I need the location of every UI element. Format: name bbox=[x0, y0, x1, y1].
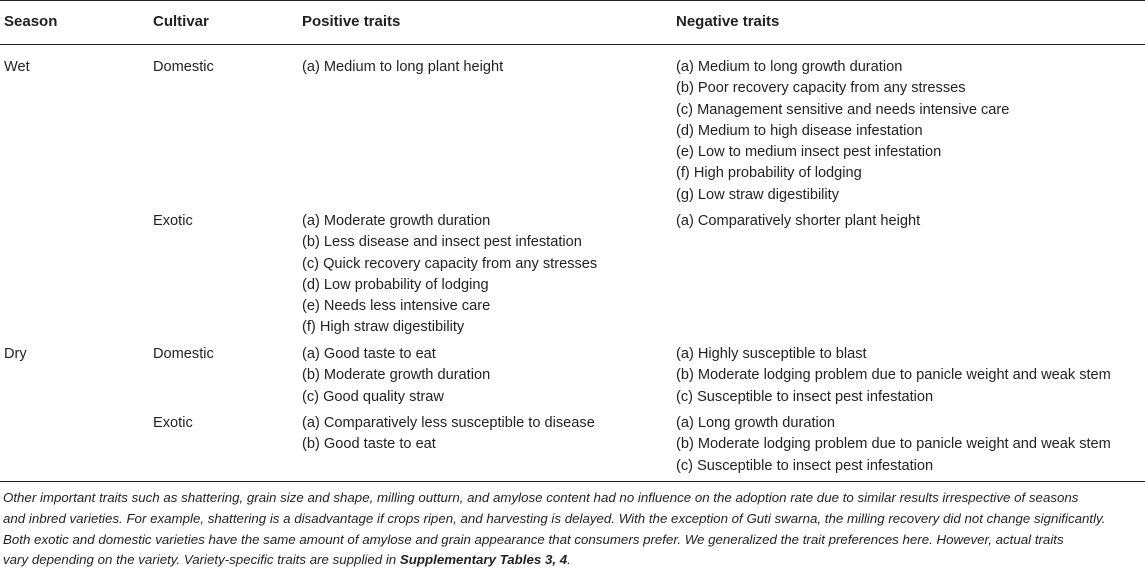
row-wet-exotic-positive bbox=[302, 211, 597, 339]
header-rule bbox=[0, 44, 1145, 45]
trait-line: (b) Poor recovery capacity from any stresses bbox=[676, 80, 966, 97]
row-dry-domestic-cultivar: Domestic bbox=[153, 346, 214, 362]
footnote-line: and inbred varieties. For example, shattering is a disadvantage if crops ripen, and harvesting is delayed. With the exception of Guti swarna, the milling recovery did not change significantly. bbox=[3, 510, 1106, 526]
trait-line: (c) Good quality straw bbox=[302, 388, 444, 405]
row-dry-exotic-positive bbox=[302, 413, 595, 456]
header-positive-traits: Positive traits bbox=[302, 13, 401, 30]
trait-line: (c) Quick recovery capacity from any stresses bbox=[302, 255, 598, 272]
footnote-line: Both exotic and domestic varieties have the same amount of amylose and grain appearance that consumers prefer. We generalized the trait preferences here. However, actual traits bbox=[3, 531, 1064, 547]
row-wet-domestic-negative bbox=[676, 57, 1009, 206]
trait-line: (a) Highly susceptible to blast bbox=[676, 346, 867, 362]
trait-line: (b) Moderate lodging problem due to panicle weight and weak stem bbox=[676, 367, 1111, 384]
row-wet-exotic-cultivar: Exotic bbox=[153, 213, 193, 229]
trait-line: (b) Good taste to eat bbox=[302, 436, 436, 453]
trait-line: (f) High straw digestibility bbox=[302, 319, 465, 336]
header-season: Season bbox=[4, 13, 58, 30]
row-dry-domestic-positive bbox=[302, 344, 490, 408]
supplementary-tables-link[interactable]: Supplementary Tables 3, 4 bbox=[399, 552, 568, 568]
trait-line: (e) Needs less intensive care bbox=[302, 298, 491, 315]
trait-line: (b) Moderate growth duration bbox=[302, 367, 491, 384]
trait-line: (b) Moderate lodging problem due to panicle weight and weak stem bbox=[676, 436, 1111, 453]
trait-line: (a) Medium to long plant height bbox=[302, 59, 504, 75]
trait-line: (f) High probability of lodging bbox=[676, 165, 862, 182]
trait-line: (a) Moderate growth duration bbox=[302, 213, 491, 229]
row-wet-exotic-negative bbox=[676, 211, 920, 232]
row-dry-exotic-cultivar: Exotic bbox=[153, 415, 193, 431]
header-cultivar: Cultivar bbox=[153, 13, 209, 30]
trait-line: (a) Long growth duration bbox=[676, 415, 836, 431]
footnote-last-suffix: . bbox=[567, 552, 571, 568]
table-footnote bbox=[3, 488, 1143, 571]
row-wet-domestic-cultivar: Domestic bbox=[153, 59, 214, 75]
trait-line: (a) Medium to long growth duration bbox=[676, 59, 903, 75]
trait-line: (a) Comparatively shorter plant height bbox=[676, 213, 921, 229]
trait-line: (b) Less disease and insect pest infestation bbox=[302, 234, 582, 251]
trait-line: (c) Management sensitive and needs intensive care bbox=[676, 101, 1010, 118]
trait-line: (d) Medium to high disease infestation bbox=[676, 122, 923, 139]
trait-line: (c) Susceptible to insect pest infestation bbox=[676, 388, 934, 405]
row-wet-season: Wet bbox=[4, 59, 30, 75]
row-wet-domestic-positive bbox=[302, 57, 503, 78]
header-negative-traits: Negative traits bbox=[676, 13, 780, 30]
trait-line: (e) Low to medium insect pest infestation bbox=[676, 144, 942, 161]
trait-line: (a) Good taste to eat bbox=[302, 346, 436, 362]
footnote-line: Other important traits such as shattering, grain size and shape, milling outturn, and amylose content had no influence on the adoption rate due to similar results irrespective of seasons bbox=[3, 490, 1079, 505]
trait-line: (a) Comparatively less susceptible to disease bbox=[302, 415, 595, 431]
trait-line: (g) Low straw digestibility bbox=[676, 186, 840, 203]
trait-line: (c) Susceptible to insect pest infestation bbox=[676, 457, 934, 474]
row-dry-exotic-negative bbox=[676, 413, 1111, 477]
footnote-last-line bbox=[3, 550, 1143, 571]
table-top-rule bbox=[0, 0, 1145, 1]
footnote-last-prefix: vary depending on the variety. Variety-specific traits are supplied in bbox=[3, 552, 400, 568]
row-dry-domestic-negative bbox=[676, 344, 1111, 408]
row-dry-season: Dry bbox=[4, 346, 27, 362]
trait-line: (d) Low probability of lodging bbox=[302, 276, 489, 293]
table-bottom-rule bbox=[0, 481, 1145, 482]
